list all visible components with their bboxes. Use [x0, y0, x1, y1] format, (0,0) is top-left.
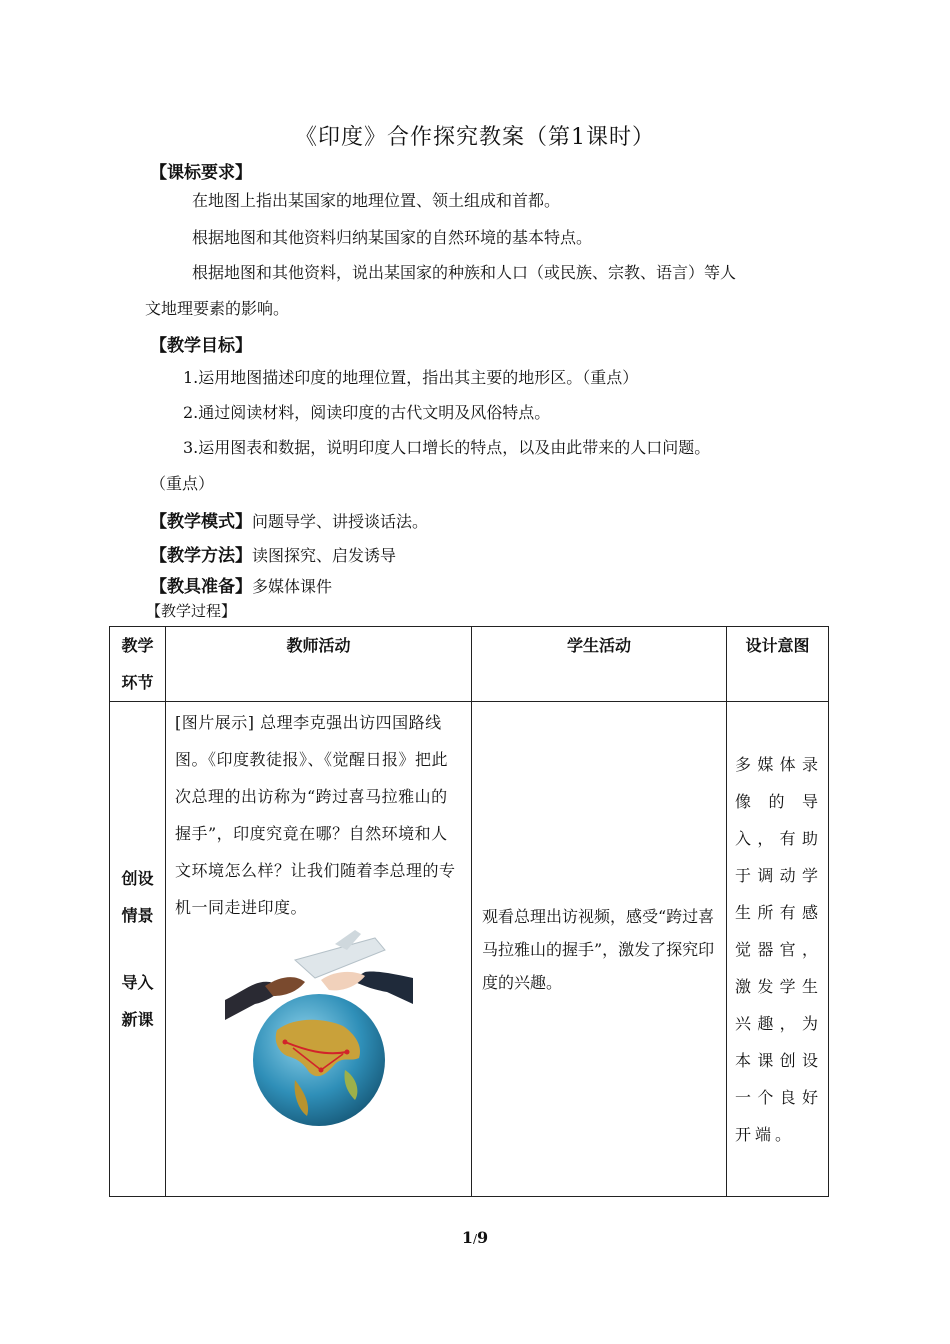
- table-row: [110, 702, 829, 1197]
- teaching-method: [150, 541, 396, 566]
- stage-line: 情景: [121, 906, 154, 925]
- handshake-globe-image: [175, 930, 463, 1141]
- tools-heading: 【教具准备】: [150, 577, 252, 597]
- process-heading: 【教学过程】: [146, 602, 237, 620]
- mode-text: 问题导学、讲授谈话法。: [252, 512, 429, 531]
- header-stage: [110, 627, 166, 702]
- teacher-activity-cell: [166, 702, 472, 1197]
- goal-item: （重点）: [150, 474, 215, 493]
- stage-line: 创设: [121, 869, 154, 888]
- stage-cell: [110, 702, 166, 1197]
- curriculum-heading: 【课标要求】: [150, 163, 252, 183]
- header-stage-line: 环节: [121, 673, 154, 692]
- teaching-tools: [150, 572, 332, 597]
- header-stage-line: 教学: [121, 636, 154, 655]
- design-intent-cell: 多媒体录像的导入，有助于调动学生所有感觉器官，激发学生兴趣，为本课创设一个良好开端。: [727, 702, 829, 1197]
- curriculum-item: 根据地图和其他资料，说出某国家的种族和人口（或民族、宗教、语言）等人: [192, 263, 737, 282]
- method-text: 读图探究、启发诱导: [252, 546, 397, 565]
- page-number: [0, 1228, 950, 1247]
- page-title: 《印度》合作探究教案（第1课时）: [295, 125, 655, 150]
- mode-heading: 【教学模式】: [150, 512, 252, 532]
- page-current: 1: [461, 1228, 473, 1247]
- header-intent: 设计意图: [727, 627, 829, 702]
- header-student: 学生活动: [472, 627, 727, 702]
- table-header-row: [110, 627, 829, 702]
- tools-text: 多媒体课件: [252, 577, 333, 596]
- header-teacher: 教师活动: [166, 627, 472, 702]
- page-total: 9: [477, 1228, 489, 1247]
- goal-item: 2.通过阅读材料，阅读印度的古代文明及风俗特点。: [183, 403, 551, 422]
- goal-item: 1.运用地图描述印度的地理位置，指出其主要的地形区。（重点）: [183, 368, 639, 387]
- teacher-activity-body: 总理李克强出访四国路线图。《印度教徒报》、《觉醒日报》把此次总理的出访称为“跨过喜马拉雅山的握手”，印度究竟在哪？自然环境和人文环境怎么样？让我们随着李总理的专机一同走进印度。: [175, 713, 456, 917]
- teaching-mode: [150, 507, 428, 532]
- process-table: [109, 626, 829, 1197]
- stage-line: 新课: [121, 1010, 154, 1029]
- stage-line: 导入: [121, 973, 154, 992]
- teacher-activity-text: [175, 704, 463, 926]
- curriculum-item: 文地理要素的影响。: [145, 299, 290, 318]
- goal-item: 3.运用图表和数据，说明印度人口增长的特点，以及由此带来的人口问题。: [183, 438, 711, 457]
- goals-heading: 【教学目标】: [150, 336, 252, 356]
- curriculum-item: 根据地图和其他资料归纳某国家的自然环境的基本特点。: [192, 228, 593, 247]
- method-heading: 【教学方法】: [150, 546, 252, 566]
- page-separator: /: [472, 1232, 478, 1246]
- student-activity-cell: 观看总理出访视频，感受“跨过喜马拉雅山的握手”，激发了探究印度的兴趣。: [472, 702, 727, 1197]
- handshake-globe-illustration: [225, 930, 413, 1128]
- curriculum-item: 在地图上指出某国家的地理位置、领土组成和首都。: [192, 191, 561, 210]
- image-show-tag: [图片展示]: [175, 713, 255, 732]
